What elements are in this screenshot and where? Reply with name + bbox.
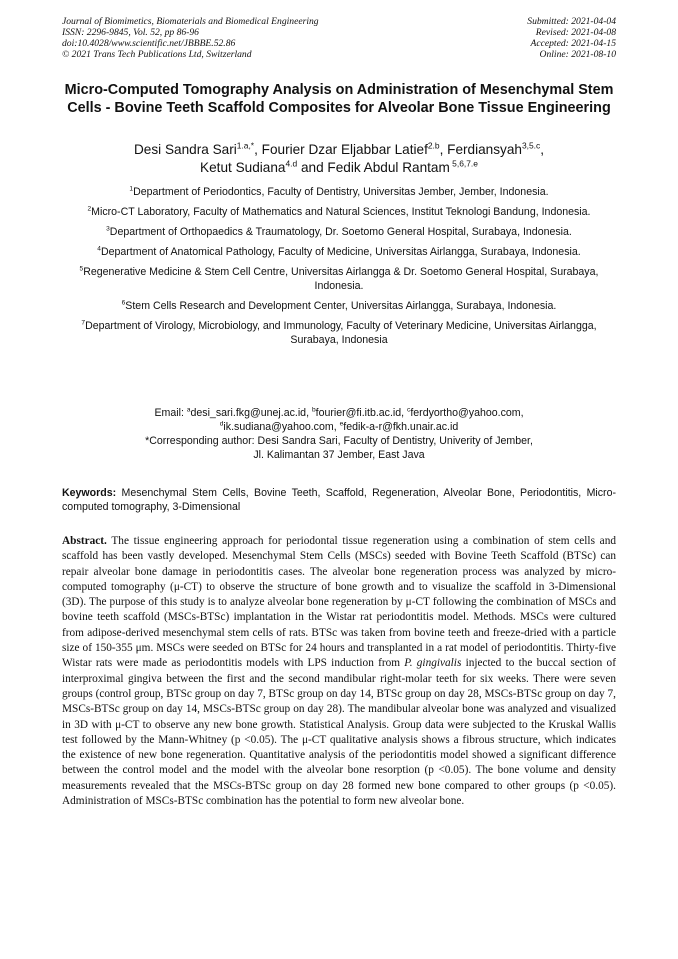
- email-link[interactable]: ferdyortho@yahoo.com,: [410, 407, 524, 419]
- author-name: Fedik Abdul Rantam: [327, 160, 450, 175]
- journal-name: Journal of Biomimetics, Biomaterials and Biomedical Engineering: [62, 16, 319, 27]
- email-label: Email:: [154, 407, 187, 419]
- affiliation: [62, 225, 616, 239]
- journal-copyright: © 2021 Trans Tech Publications Ltd, Switzerland: [62, 49, 252, 60]
- affiliation-marker: 5: [79, 265, 84, 273]
- author-separator: and: [297, 160, 328, 175]
- author-affiliation-marker: 2.b: [427, 140, 440, 151]
- affiliation: [62, 205, 616, 219]
- species-name: P. gingivalis: [404, 657, 462, 670]
- author-separator: ,: [540, 142, 544, 157]
- affiliation: [62, 185, 616, 199]
- affiliation-text: Micro-CT Laboratory, Faculty of Mathematics and Natural Sciences, Institut Teknologi Bandung, Indonesia.: [91, 206, 591, 218]
- affiliation-text: Department of Periodontics, Faculty of Dentistry, Universitas Jember, Jember, Indonesia.: [133, 186, 549, 198]
- affiliation-list: [62, 185, 616, 353]
- affiliation-text: Regenerative Medicine & Stem Cell Centre, Universitas Airlangga & Dr. Soetomo General Hospital, Surabaya, Indonesia.: [83, 266, 599, 292]
- author-name: Ferdiansyah: [447, 142, 522, 157]
- author-name: Fourier Dzar Eljabbar Latief: [261, 142, 428, 157]
- abstract-section: [62, 534, 616, 809]
- affiliation-text: Department of Orthopaedics & Traumatology, Dr. Soetomo General Hospital, Surabaya, Indonesia.: [109, 226, 572, 238]
- affiliation-text: Department of Virology, Microbiology, and Immunology, Faculty of Veterinary Medicine, Universitas Airlangga, Surabaya, Indonesia: [85, 320, 597, 346]
- email-line: [62, 406, 616, 420]
- paper-title: Micro-Computed Tomography Analysis on Administration of Mesenchymal Stem Cells - Bovine Teeth Scaffold Composites for Alveolar Bone Tissue Engineering: [64, 82, 614, 116]
- journal-doi[interactable]: doi:10.4028/www.scientific.net/JBBBE.52.86: [62, 38, 236, 49]
- email-marker: e: [339, 420, 344, 428]
- date-submitted: Submitted: 2021-04-04: [527, 16, 616, 27]
- contact-block: [62, 406, 616, 462]
- email-marker: a: [186, 406, 191, 414]
- affiliation-marker: 1: [129, 185, 134, 193]
- email-link[interactable]: fourier@fi.itb.ac.id,: [315, 407, 408, 419]
- journal-issn: ISSN: 2296-9845, Vol. 52, pp 86-96: [62, 27, 199, 38]
- email-line: [62, 420, 616, 434]
- affiliation: [62, 319, 616, 347]
- keywords-label: Keywords:: [62, 487, 117, 499]
- date-online: Online: 2021-08-10: [539, 49, 616, 60]
- affiliation-marker: 7: [81, 319, 86, 327]
- author-name: Ketut Sudiana: [200, 160, 286, 175]
- email-link[interactable]: desi_sari.fkg@unej.ac.id,: [190, 407, 312, 419]
- author-name: Desi Sandra Sari: [133, 142, 237, 157]
- email-marker: d: [219, 420, 224, 428]
- affiliation-text: Department of Anatomical Pathology, Faculty of Medicine, Universitas Airlangga, Surabaya, Indonesia.: [100, 246, 581, 258]
- email-marker: b: [311, 406, 316, 414]
- keywords-text: Mesenchymal Stem Cells, Bovine Teeth, Scaffold, Regeneration, Alveolar Bone, Periodontitis, Micro-computed tomography, 3-Dimensional: [62, 487, 616, 513]
- affiliation-marker: 2: [87, 205, 92, 213]
- email-marker: c: [407, 406, 411, 414]
- abstract-text: The tissue engineering approach for periodontal tissue regeneration using a combination of stem cells and scaffold has been vastly developed. Mesenchymal Stem Cells (MSCs) seeded with Bovine Teeth Scaffold (BTSc) can repair alveolar bone damage in periodontitis cases. The alveolar bone regeneration process was analyzed by micro-computed tomography (μ-CT) to observe the structure of bone growth and to visualize the scaffold in 3-Dimensional (3D). The purpose of this study is to analyze alveolar bone regeneration by μ-CT following the combination of MSCs and bovine teeth scaffold (MSCs-BTSc) implantation in the Wistar rat periodontitis model. Methods. MSCs were cultured from adipose-derived mesenchymal stem cells of rats. BTSc was taken from bovine teeth and freeze-dried with a particle size of 150-355 μm. MSCs were seeded on BTSc for 24 hours and transplanted in a rat model of periodontitis. Thirty-five Wistar rats were made as periodontitis models with LPS induction from: [62, 535, 616, 670]
- affiliation-marker: 3: [106, 225, 110, 233]
- affiliation: [62, 299, 616, 313]
- author-affiliation-marker: 3,5.c: [521, 140, 541, 151]
- affiliation-text: Stem Cells Research and Development Center, Universitas Airlangga, Surabaya, Indonesia.: [125, 300, 557, 312]
- affiliation: [62, 265, 616, 293]
- abstract-label: Abstract.: [62, 535, 107, 547]
- journal-info: [62, 16, 319, 60]
- email-link[interactable]: fedik-a-r@fkh.unair.ac.id: [343, 421, 459, 433]
- abstract-text: injected to the buccal section of interproximal gingiva between the first and the second mandibular right-molar teeth for six weeks. There were seven groups (control group, BTSc group on day 7, BTSc group on day 14, BTSc group on day 28, MSCs-BTSc group on day 7, MSCs-BTSc group on day 14, MSCs-BTSc group on day 28). The mandibular alveolar bone was analyzed and visualized in 3D with μ-CT to observe any new bone growth. Statistical Analysis. Group data were subjected to the Kruskal Wallis test followed by the Mann-Whitney (p <0.05). The μ-CT qualitative analysis shows a fibrous structure, which indicates the existence of new bone regeneration. Quantitative analysis of the periodontitis model showed a significant difference between the control model and the model with the alveolar bone resorption (p <0.05). The bone volume and density measurements revealed that the MSCs-BTSc group on day 28 formed new bone compared to other groups (p <0.05). Administration of MSCs-BTSc combination has the potential to form new alveolar bone.: [62, 657, 616, 808]
- affiliation-marker: 4: [97, 245, 101, 253]
- author-affiliation-marker: 1.a,*: [236, 140, 255, 151]
- date-accepted: Accepted: 2021-04-15: [530, 38, 616, 49]
- email-link[interactable]: ik.sudiana@yahoo.com,: [223, 421, 340, 433]
- affiliation: [62, 245, 616, 259]
- affiliation-marker: 6: [121, 299, 126, 307]
- author-list: [62, 141, 616, 177]
- corresponding-address: Jl. Kalimantan 37 Jember, East Java: [253, 449, 425, 461]
- date-revised: Revised: 2021-04-08: [535, 27, 616, 38]
- author-affiliation-marker: 5,6,7.e: [449, 158, 478, 169]
- corresponding-author: *Corresponding author: Desi Sandra Sari, Faculty of Dentistry, Univerity of Jember,: [145, 435, 533, 447]
- publication-dates: [527, 16, 616, 60]
- author-affiliation-marker: 4.d: [285, 158, 298, 169]
- author-separator: ,: [254, 142, 262, 157]
- author-separator: ,: [439, 142, 448, 157]
- keywords-section: [62, 486, 616, 514]
